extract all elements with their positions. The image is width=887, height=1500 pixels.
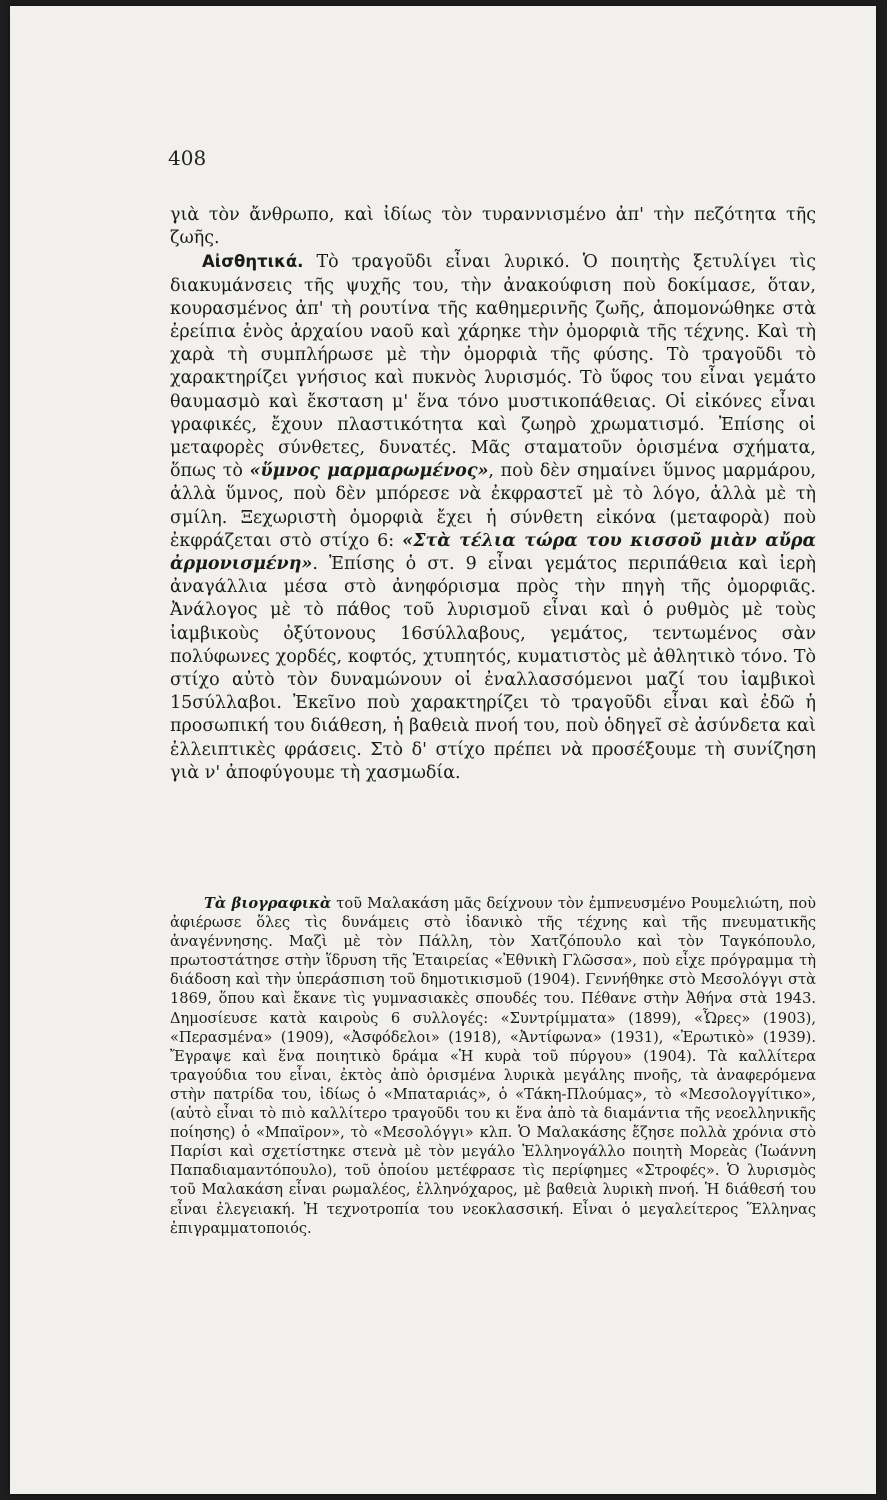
aesthetics-heading: Αἰσθητικά. — [202, 252, 304, 272]
page-number: 408 — [168, 146, 207, 170]
biography-heading: Τὰ βιογραφικὰ — [204, 895, 332, 912]
aesthetics-text-2: , ποὺ δὲν σημαίνει ὕμνος μαρμάρου, ἀλλὰ ὕμνος, ποὺ δὲν μπόρεσε νὰ ἐκφραστεῖ μὲ τὸ λόγο, ἀλλὰ μὲ τὴ σμίλη. Ξεχωριστὴ ὀμορφιὰ ἔχει ἡ σύνθετη εἰκόνα (μεταφορὰ) ποὺ ἐκφράζεται στὸ στίχο 6: — [170, 461, 817, 551]
aesthetics-text-1: Τὸ τραγοῦδι εἶναι λυρικό. Ὁ ποιητὴς ξετυλίγει τὶς διακυμάνσεις τῆς ψυχῆς του, τὴν ἀνακούφιση ποὺ δοκίμασε, ὅταν, κουρασμένος ἀπ' τὴ ρουτίνα τῆς καθημερινῆς ζωῆς, ἀπομονώθηκε στὰ ἐρείπια ἑνὸς ἀρχαίου ναοῦ καὶ χάρηκε τὴν ὀμορφιὰ τῆς τέχνης. Καὶ τὴ χαρὰ τὴ συμπλήρωσε μὲ τὴν ὀμορφιὰ τῆς φύσης. Τὸ τραγοῦδι τὸ χαρακτηρίζει γνήσιος καὶ πυκνὸς λυρισμός. Τὸ ὕφος του εἶναι γεμάτο θαυμασμὸ καὶ ἔκσταση μ' ἕνα τόνο μυστικοπάθειας. Οἱ εἰκόνες εἶναι γραφικές, ἔχουν πλαστικότητα καὶ ζωηρὸ χρωματισμό. Ἐπίσης οἱ μεταφορὲς σύνθετες, δυνατές. Μᾶς σταματοῦν ὁρισμένα σχήματα, ὅπως τὸ — [170, 252, 816, 482]
biography-text: τοῦ Μαλακάση μᾶς δείχνουν τὸν ἐμπνευσμένο Ρουμελιώτη, ποὺ ἀφιέρωσε ὅλες τὶς δυνάμεις στὸ ἰδανικὸ τῆς τέχνης καὶ τῆς πνευματικῆς ἀναγέννησης. Μαζὶ μὲ τὸν Πάλλη, τὸν Χατζόπουλο καὶ τὸν Ταγκόπουλο, πρωτοστάτησε στὴν ἵδρυση τῆς Ἑταιρείας «Ἐθνικὴ Γλῶσσα», ποὺ εἶχε πρόγραμμα τὴ διάδοση καὶ τὴν ὑπεράσπιση τοῦ δημοτικισμοῦ (1904). Γεννήθηκε στὸ Μεσολόγγι στὰ 1869, ὅπου καὶ ἔκανε τὶς γυμνασιακὲς σπουδές του. Πέθανε στὴν Ἀθήνα στὰ 1943. Δημοσίευσε κατὰ καιροὺς 6 συλλογές: «Συντρίμματα» (1899), «Ὧρες» (1903), «Περασμένα» (1909), «Ἀσφόδελοι» (1918), «Ἀντίφωνα» (1931), «Ἐρωτικὸ» (1939). Ἔγραψε καὶ ἕνα ποιητικὸ δράμα «Ἡ κυρὰ τοῦ πύργου» (1904). Τὰ καλλίτερα τραγούδια του εἶναι, ἐκτὸς ἀπὸ ὁρισμένα λυρικὰ μεγάλης πνοῆς, τὰ ἀναφερόμενα στὴν πατρίδα του, ἰδίως ὁ «Μπαταριάς», ὁ «Τάκη-Πλούμας», τὸ «Μεσολογγίτικο», (αὐτὸ εἶναι τὸ πιὸ καλλίτερο τραγοῦδι του κι ἕνα ἀπὸ τὰ διαμάντια τῆς νεοελληνικῆς ποίησης) ὁ «Μπαϊρον», τὸ «Μεσολόγγι» κλπ. Ὁ Μαλακάσης ἔζησε πολλὰ χρόνια στὸ Παρίσι καὶ σχετίστηκε στενὰ μὲ τὸν μεγάλο Ἑλληνογάλλο ποιητὴ Μορεὰς (Ἰωάννη Παπαδιαμαντόπουλο), τοῦ ὁποίου μετέφρασε τὶς περίφημες «Στροφές». Ὁ λυρισμὸς τοῦ Μαλακάση εἶναι ρωμαλέος, ἑλληνόχαρος, μὲ βαθειὰ λυρικὴ πνοή. Ἡ διάθεσή του εἶναι ἐλεγειακή. Ἡ τεχνοτροπία του νεοκλασσική. Εἶναι ὁ μεγαλείτερος Ἕλληνας ἐπιγραμματοποιός. — [170, 895, 816, 1237]
opening-paragraph: γιὰ τὸν ἄνθρωπο, καὶ ἰδίως τὸν τυραννισμένο ἀπ' τὴν πεζότητα τῆς ζωῆς. — [170, 205, 816, 249]
aesthetics-text-3: . Ἐπίσης ὁ στ. 9 εἶναι γεμάτος περιπάθεια καὶ ἱερὴ ἀναγάλλια μέσα στὸ ἀνηφόρισμα πρὸς τὴν πηγὴ τῆς ὀμορφιᾶς. Ἀνάλογος μὲ τὸ πάθος τοῦ λυρισμοῦ εἶναι καὶ ὁ ρυθμὸς μὲ τοὺς ἰαμβικοὺς ὀξύτονους 16σύλλαβους, γεμάτος, τεντωμένος σὰν πολύφωνες χορδές, κοφτός, χτυπητός, κυματιστὸς μὲ ἀθλητικὸ τόνο. Τὸ στίχο αὐτὸ τὸν δυναμώνουν οἱ ἐναλλασσόμενοι μαζί του ἰαμβικοὶ 15σύλλαβοι. Ἐκεῖνο ποὺ χαρακτηρίζει τὸ τραγοῦδι εἶναι καὶ ἐδῶ ἡ προσωπική του διάθεση, ἡ βαθειὰ πνοή του, ποὺ ὁδηγεῖ σὲ ἀσύνδετα καὶ ἐλλειπτικὲς φράσεις. Στὸ δ' στίχο πρέπει νὰ προσέξουμε τὴ συνίζηση γιὰ ν' ἀποφύγουμε τὴ χασμωδία. — [170, 554, 816, 783]
main-text — [170, 204, 816, 785]
biography-notes — [170, 894, 816, 1238]
quote-verse-6: «Στὰ τέλια τώρα του κισσοῦ μιὰν αὔρα ἀρμονισμένη» — [170, 530, 816, 575]
book-page — [10, 6, 876, 1494]
biography-paragraph — [170, 894, 816, 1238]
aesthetics-paragraph — [170, 250, 816, 785]
quote-hymn: «ὕμνος μαρμαρωμένος» — [249, 461, 489, 482]
